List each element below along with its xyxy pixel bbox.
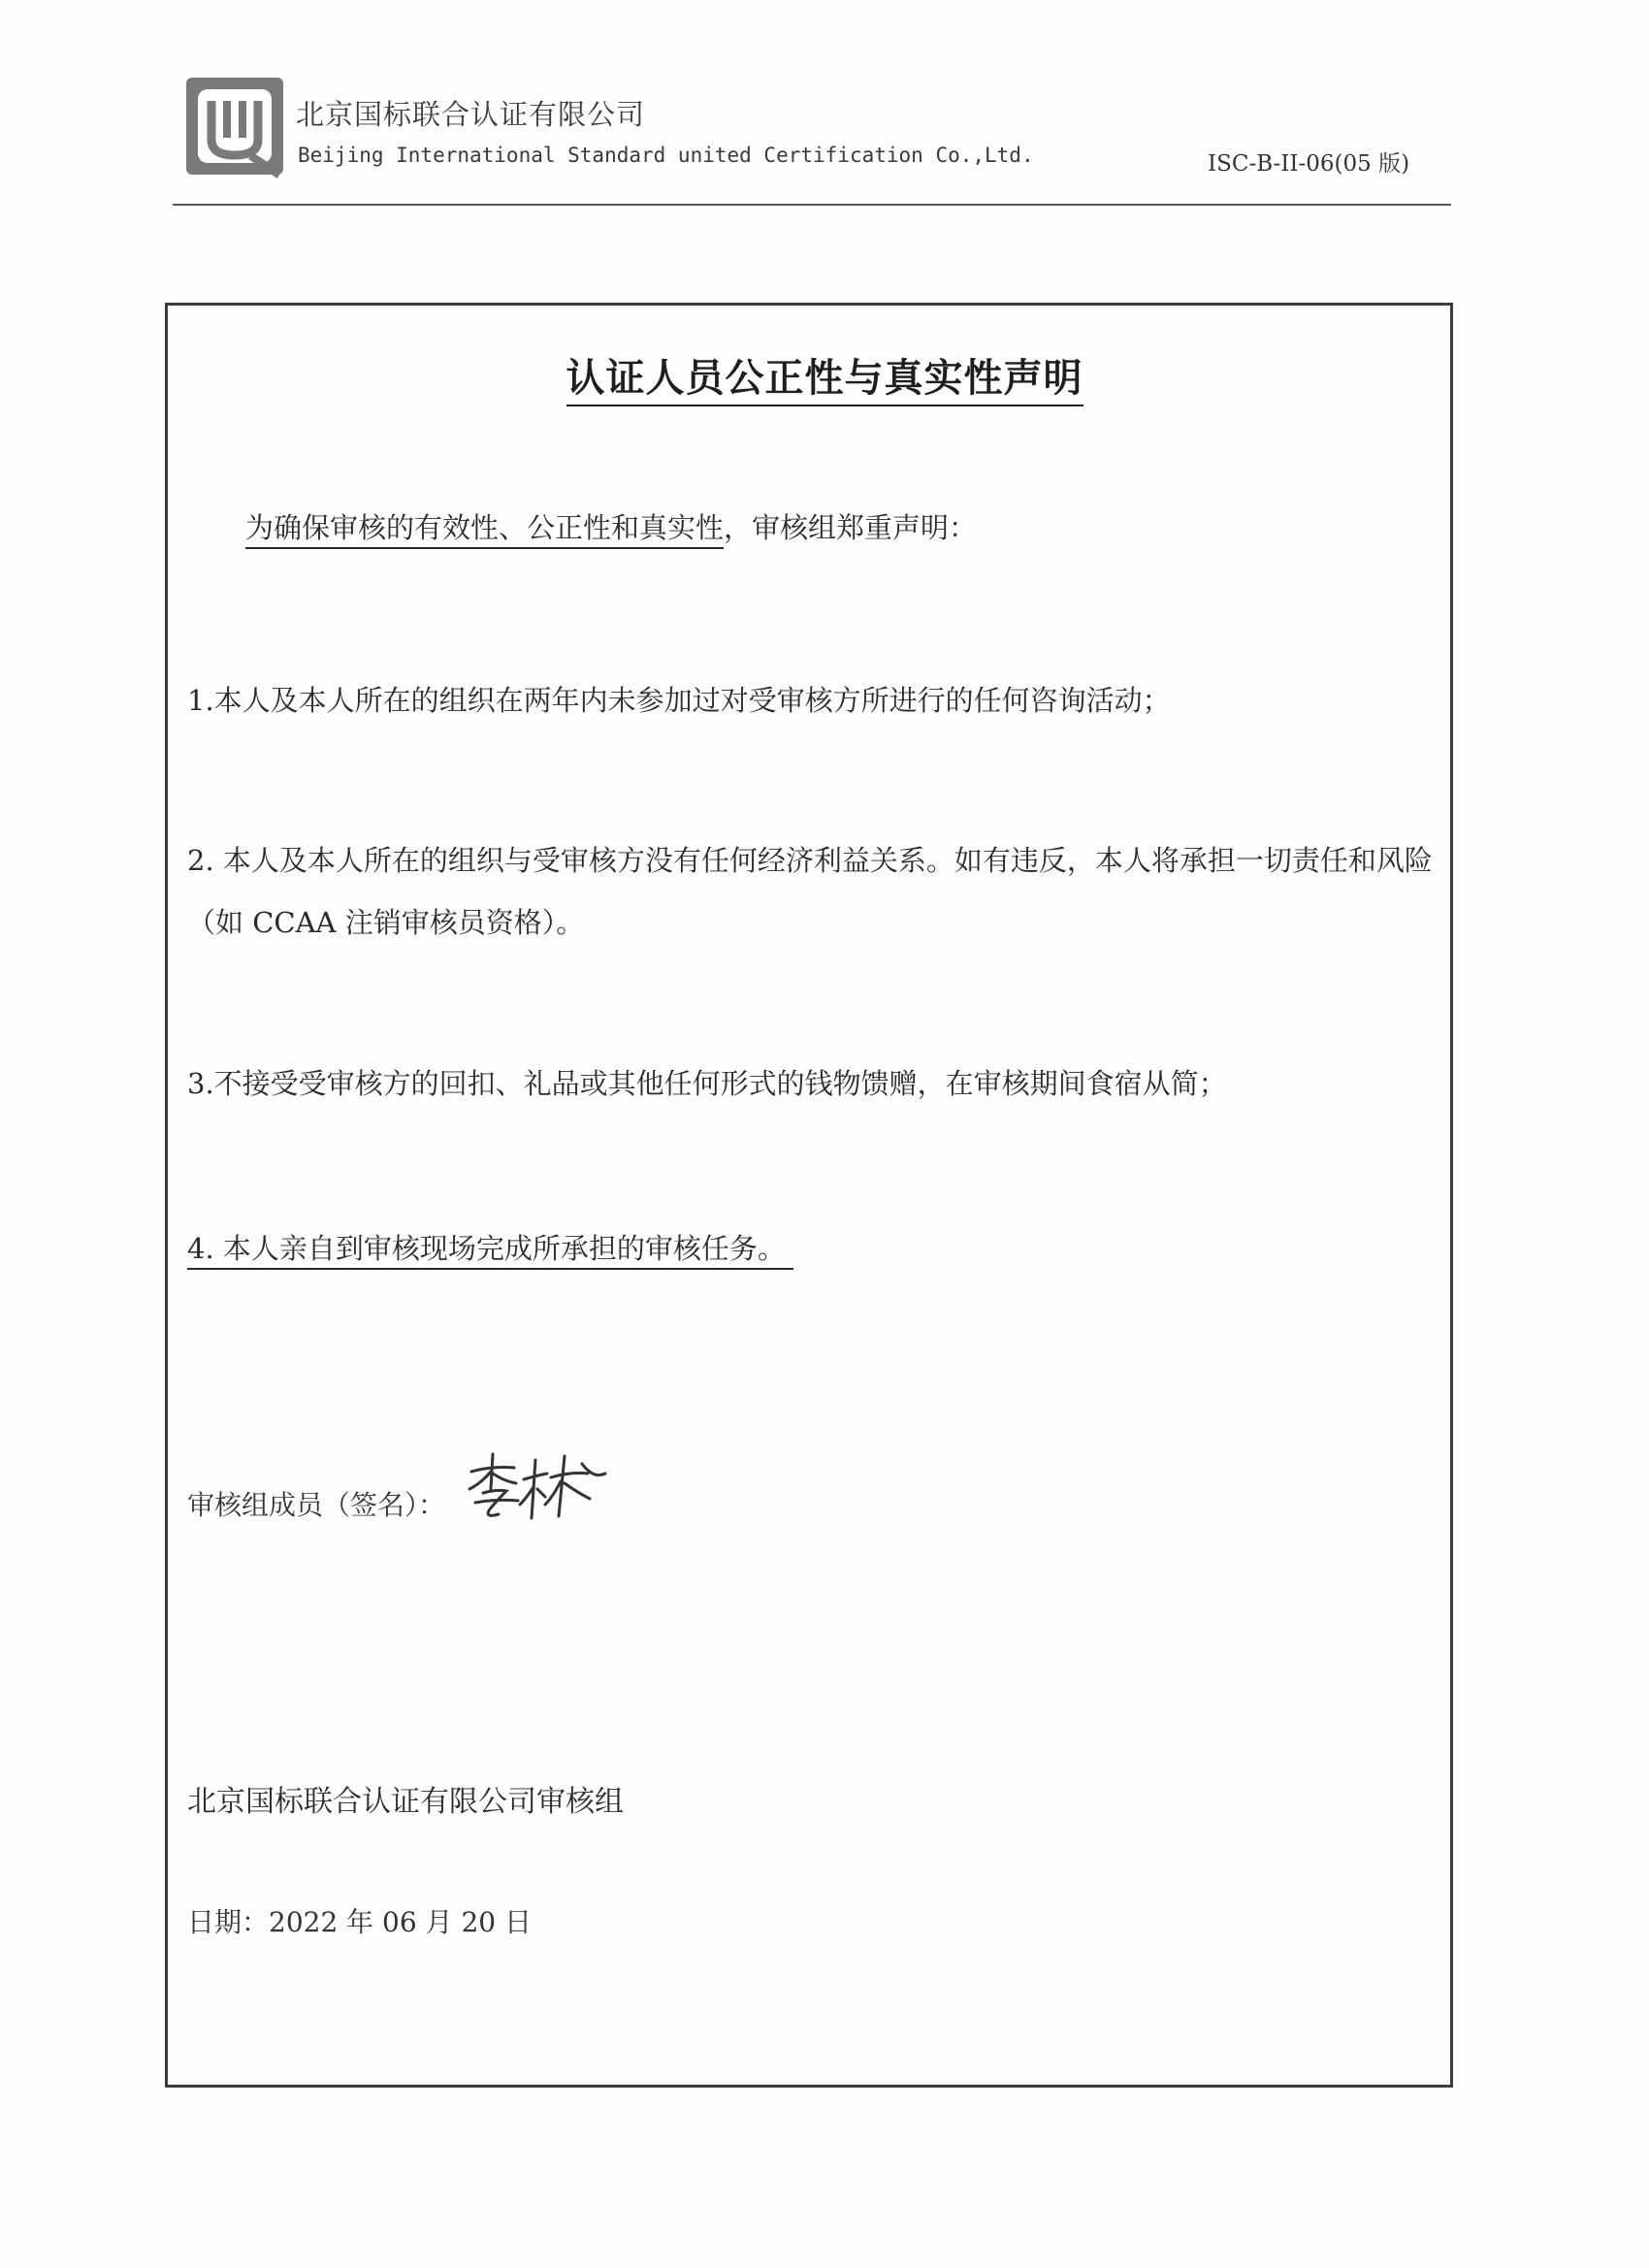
intro-paragraph [245, 506, 977, 546]
declaration-item-3: 3.不接受受审核方的回扣、礼品或其他任何形式的钱物馈赠，在审核期间食宿从简； [187, 1067, 1227, 1100]
declaration-date: 日期：2022 年 06 月 20 日 [187, 1906, 533, 1938]
company-name-cn: 北京国标联合认证有限公司 [296, 98, 646, 131]
handwritten-signature [464, 1450, 609, 1528]
signer-label: 审核组成员（签名）： [187, 1489, 446, 1521]
declaration-frame [165, 303, 1453, 2088]
document-code: ISC-B-II-06(05 版) [1208, 151, 1410, 177]
company-logo-icon [184, 76, 286, 182]
document-title [0, 347, 1649, 403]
company-name-en: Beijing International Standard united Certification Co.,Ltd. [298, 144, 1034, 167]
document-title-text: 认证人员公正性与真实性声明 [566, 356, 1083, 406]
intro-rest-text: ，审核组郑重声明： [724, 511, 978, 544]
audit-team-organization: 北京国标联合认证有限公司审核组 [187, 1785, 624, 1819]
declaration-item-4-text: 4. 本人亲自到审核现场完成所承担的审核任务。 [187, 1232, 793, 1270]
declaration-item-4 [187, 1217, 1448, 1280]
declaration-item-1: 1.本人及本人所在的组织在两年内未参加过对受审核方所进行的任何咨询活动； [187, 684, 1171, 717]
header-divider [173, 204, 1451, 206]
declaration-item-2: 2. 本人及本人所在的组织与受审核方没有任何经济利益关系。如有违反，本人将承担一切责任和风险（如 CCAA 注销审核员资格）。 [187, 844, 1433, 939]
intro-underlined-text: 为确保审核的有效性、公正性和真实性 [245, 511, 724, 549]
